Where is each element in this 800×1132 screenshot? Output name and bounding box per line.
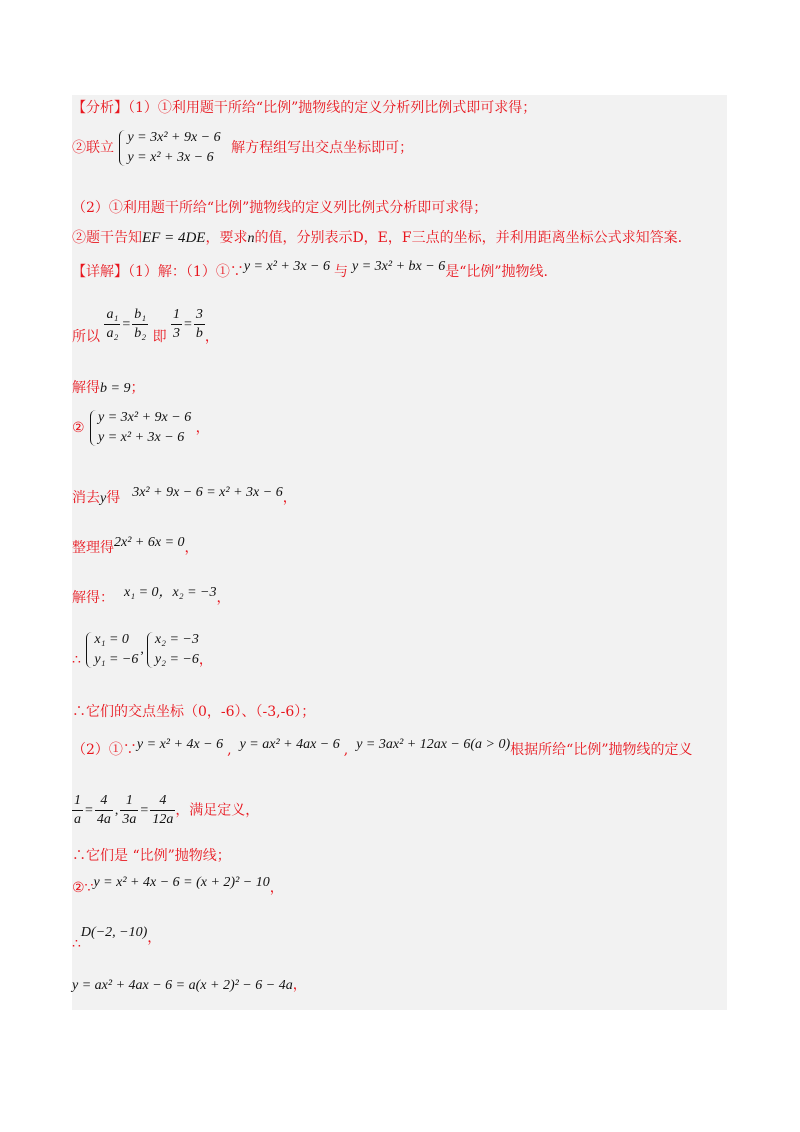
detail-1-eq2: y = 3x² + bx − 6 (352, 259, 446, 274)
detail-line-13 (72, 875, 284, 899)
analysis-text-3: （2）①利用题干所给“比例”抛物线的定义列比例式分析即可求得； (72, 200, 488, 216)
f4d: 12a (152, 812, 174, 827)
analysis-text-4-prefix: ②题干告知 (72, 230, 142, 246)
f3n: 1 (120, 792, 138, 811)
n-variable: n (247, 231, 255, 246)
equals-sign: = (122, 316, 131, 332)
frac-b1: b₁ (132, 306, 148, 325)
analysis-text-4-suffix: 的值，分别表示D，E，F三点的坐标，并利用距离坐标公式求知答案. (254, 230, 683, 246)
parabola-2: y = ax² + 4ax − 6 (239, 737, 340, 752)
intersection-coords: ∴它们的交点坐标（0，-6）、（-3,-6）； (72, 704, 316, 720)
detail-line-10 (72, 737, 693, 761)
frac-3b: 3 (194, 306, 205, 325)
frac-1-3a (120, 792, 138, 829)
detail-1-with: 与 (334, 264, 349, 280)
f2n: 4 (95, 792, 113, 811)
f2d: 4a (96, 812, 111, 827)
detail-line-3 (72, 378, 144, 399)
frac-1: 1 (171, 306, 182, 325)
ef-equation: EF = 4DE (142, 230, 206, 246)
equals-sign-2: = (184, 316, 192, 332)
eliminate-equation: 3x² + 9x − 6 = x² + 3x − 6 (132, 485, 283, 500)
detail-line-14 (72, 925, 162, 952)
simplified-equation: 2x² + 6x = 0 (114, 535, 185, 550)
detail-line-9 (72, 702, 315, 722)
frac-b2: b₂ (134, 326, 147, 341)
detail-system-row-1: y = 3x² + 9x − 6 (98, 410, 192, 425)
detail-2-suffix: ， (204, 328, 219, 345)
detail-1-prefix: （1）解：（1）①∵ (128, 264, 244, 280)
detail-line-6 (72, 535, 199, 559)
detail-7-prefix: 解得： (72, 590, 114, 606)
sol1-row-2: y₁ = −6 (94, 652, 139, 667)
detail-5-prefix: 消去 (72, 490, 100, 506)
conclusion-ratio: ∴它们是 “比例”抛物线； (72, 848, 231, 864)
detail-system (89, 408, 191, 448)
vertex-form-2: y = ax² + 4ax − 6 = a(x + 2)² − 6 − 4a (72, 978, 293, 993)
f3d: 3a (122, 812, 137, 827)
detail-10-suffix: 根据所给“比例”抛物线的定义 (510, 742, 693, 758)
frac-3: 3 (173, 326, 181, 341)
detail-7-suffix: ， (216, 590, 231, 606)
sol1-row-1: x₁ = 0 (94, 632, 129, 647)
f1n: 1 (72, 792, 83, 811)
eq-1: = (85, 802, 93, 818)
analysis-tag: 【分析】 (72, 100, 128, 116)
detail-8-suffix: ， (198, 652, 213, 668)
detail-6-suffix: ， (184, 540, 199, 556)
y-variable: y (100, 491, 107, 506)
analysis-line-1 (72, 98, 536, 118)
detail-5-mid: 得 (106, 490, 121, 506)
detail-14-suffix: ， (147, 930, 162, 946)
analysis-text-1: （1）①利用题干所给“比例”抛物线的定义分析列比例式即可求得； (128, 100, 537, 116)
detail-10-prefix: （2）①∵ (72, 742, 137, 758)
solution-system-2 (146, 630, 199, 670)
detail-13-suffix: ， (269, 880, 284, 896)
vertex-form-1: y = x² + 4x − 6 = (x + 2)² − 10 (93, 875, 270, 890)
detail-2-mid: 即 (152, 328, 167, 345)
analysis-line-3 (72, 198, 487, 218)
sep-1: , (227, 742, 232, 758)
fraction-a (104, 306, 120, 343)
detail-line-15 (72, 975, 307, 996)
system-row-2: y = x² + 3x − 6 (127, 150, 214, 165)
parabola-1: y = x² + 4x − 6 (136, 737, 224, 752)
system-row-1: y = 3x² + 9x − 6 (127, 130, 221, 145)
detail-2-prefix: 所以 (72, 328, 100, 345)
detail-system-row-2: y = x² + 3x − 6 (98, 430, 185, 445)
detail-3-suffix: ； (130, 380, 145, 396)
frac-a1: a₁ (104, 306, 120, 325)
eq-2: = (140, 802, 149, 818)
frac-4-4a (95, 792, 113, 829)
detail-line-2 (72, 306, 219, 343)
f4n: 4 (150, 792, 175, 811)
fraction-1-3 (171, 306, 182, 343)
comma-2: , (114, 802, 119, 818)
analysis-system (118, 128, 220, 168)
sol2-row-2: y₂ = −6 (154, 652, 199, 667)
analysis-text-4-mid: ，要求 (205, 230, 248, 246)
detail-6-prefix: 整理得 (72, 540, 114, 556)
analysis-text-2-prefix: ②联立 (72, 140, 114, 156)
point-d: D(−2, −10) (80, 925, 148, 940)
detail-1-suffix: 是“比例”抛物线. (445, 264, 548, 280)
detail-line-5 (72, 485, 297, 509)
frac-b: b (195, 326, 203, 341)
detail-line-8 (72, 630, 213, 670)
detail-line-11 (72, 792, 259, 829)
detail-14-prefix: ∴ (72, 936, 81, 952)
sep-2: , (343, 742, 349, 758)
detail-line-4 (72, 408, 210, 448)
solution-system-1 (85, 630, 138, 670)
detail-8-prefix: ∴ (72, 652, 81, 668)
analysis-line-2 (72, 128, 413, 168)
detail-11-suffix: ，满足定义， (175, 802, 260, 819)
frac-a2: a₂ (106, 326, 119, 341)
fraction-b (132, 306, 148, 343)
frac-1-a (72, 792, 83, 829)
parabola-3: y = 3ax² + 12ax − 6(a > 0) (356, 737, 511, 752)
comma: , (140, 642, 144, 657)
frac-4-12a (150, 792, 175, 829)
detail-4-suffix: ， (195, 420, 210, 436)
detail-line-7 (72, 585, 231, 609)
detail-line-1 (72, 259, 548, 283)
fraction-3-b (194, 306, 205, 343)
f1d: a (74, 812, 81, 827)
detail-15-suffix: ， (292, 977, 307, 993)
detail-line-12 (72, 846, 231, 866)
analysis-line-4 (72, 228, 682, 249)
detail-5-suffix: ， (282, 490, 297, 506)
detail-1-eq1: y = x² + 3x − 6 (243, 259, 331, 274)
detail-4-prefix: ② (72, 420, 85, 436)
detail-13-prefix: ②∵ (72, 880, 94, 896)
roots: x₁ = 0，x₂ = −3 (124, 585, 217, 600)
detail-3-prefix: 解得 (72, 380, 100, 396)
b-equals-9: b = 9 (100, 381, 131, 396)
analysis-text-2-suffix: 解方程组写出交点坐标即可； (231, 140, 414, 156)
detail-tag: 【详解】 (72, 264, 128, 280)
sol2-row-1: x₂ = −3 (154, 632, 199, 647)
